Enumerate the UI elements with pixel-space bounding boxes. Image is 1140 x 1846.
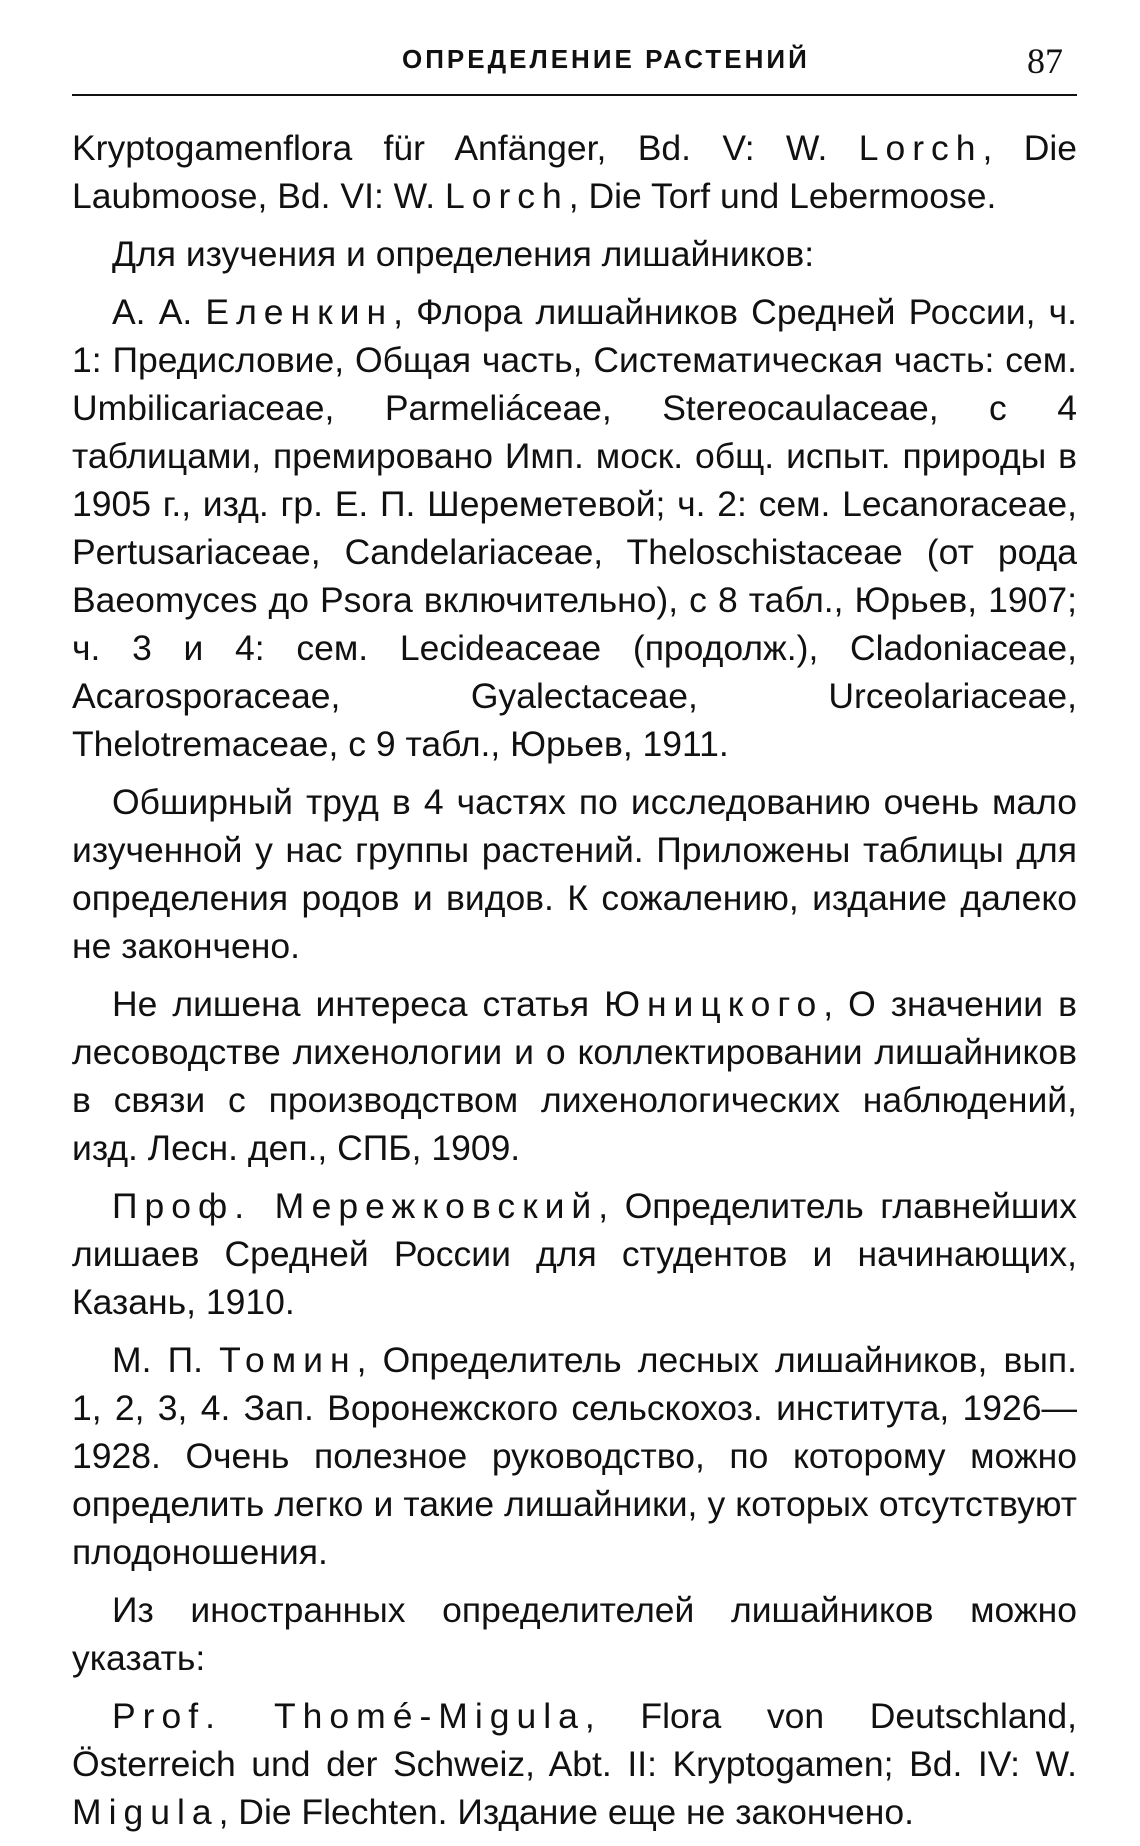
text-run: , Flora von Deutschland, Österreich und der Schweiz, Abt. II: Kryptogamen; Bd. IV: W. [72, 1696, 1078, 1784]
author-name: Migula [72, 1792, 219, 1832]
text-run: , О значении в лесоводстве лихенологии и о коллектировании лишайников в связи с производством лихенологических наблюдений, изд. Лесн. деп., СПБ, 1909. [72, 984, 1077, 1168]
author-name: Lorch [858, 128, 983, 168]
author-name: Prof. Thomé-Migula [112, 1696, 585, 1736]
text-run: Kryptogamenflora für Anfänger, Bd. V: W. [72, 128, 859, 168]
body-text [72, 124, 1077, 1836]
paragraph-junitsky [72, 980, 1077, 1172]
author-name: Lorch [444, 176, 569, 216]
text-run: Не лишена интереса статья [112, 984, 605, 1024]
running-head [72, 40, 1077, 96]
page-number: 87 [1027, 41, 1063, 81]
book-page [72, 40, 1077, 1846]
paragraph-foreign-intro: Из иностранных определителей лишайников можно указать: [72, 1590, 1077, 1678]
paragraph-merezhkovsky [72, 1182, 1077, 1326]
text-run: М. П. [112, 1340, 220, 1380]
author-name: Томин [219, 1340, 357, 1380]
text-run: , Die Torf und Lebermoose. [568, 176, 997, 216]
author-title: Проф. [112, 1186, 275, 1226]
text-run: А. А. [112, 292, 206, 332]
author-name: Мережковский [274, 1186, 599, 1226]
text-run: , Die Flechten. Издание еще не закончено. [218, 1792, 914, 1832]
paragraph-thome-migula [72, 1692, 1077, 1836]
paragraph-kryptogamenflora [72, 124, 1077, 220]
author-name: Юницкого [604, 984, 824, 1024]
paragraph-tomin [72, 1336, 1077, 1576]
paragraph-elenkin-comment: Обширный труд в 4 частях по исследованию очень мало изученной у нас группы растений. Приложены таблицы для определения родов и видов. К сожалению, издание далеко не закончено. [72, 782, 1077, 966]
running-title: ОПРЕДЕЛЕНИЕ РАСТЕНИЙ [402, 44, 810, 74]
text-run: , Die Laubmoose, Bd. VI: W. [72, 128, 1077, 216]
paragraph-lichen-intro: Для изучения и определения лишайников: [112, 234, 815, 274]
text-run: , Определитель лесных лишайников, вып. 1, 2, 3, 4. Зап. Воронежского сельскохоз. института, 1926—1928. Очень полезное руководство, по которому можно определить легко и такие лишайники, у которых отсутствуют плодоношения. [72, 1340, 1077, 1572]
text-run: , Флора лишайников Средней России, ч. 1: Предисловие, Общая часть, Систематическая часть: сем. Umbilicariaceae, Parmeliáceae, Stereocaulaceae, с 4 таблицами, премировано Имп. моск. общ. испыт. природы в 1905 г., изд. гр. Е. П. Шереметевой; ч. 2: сем. Lecanoraceae, Pertusariaceae, Candelariaceae, Theloschistaceae (от рода Baeomyces до Psora включительно), с 8 табл., Юрьев, 1907; ч. 3 и 4: сем. Lecideaceae (продолж.), Cladoniaceae, Acarosporaceae, Gyalectaceae, Urceolariaceae, Thelotremaceae, с 9 табл., Юрьев, 1911. [72, 292, 1077, 764]
text-run: , Определитель главнейших лишаев Средней России для студентов и начинающих, Казань, 1910. [72, 1186, 1077, 1322]
author-name: Еленкин [205, 292, 394, 332]
paragraph-elenkin [72, 288, 1077, 768]
